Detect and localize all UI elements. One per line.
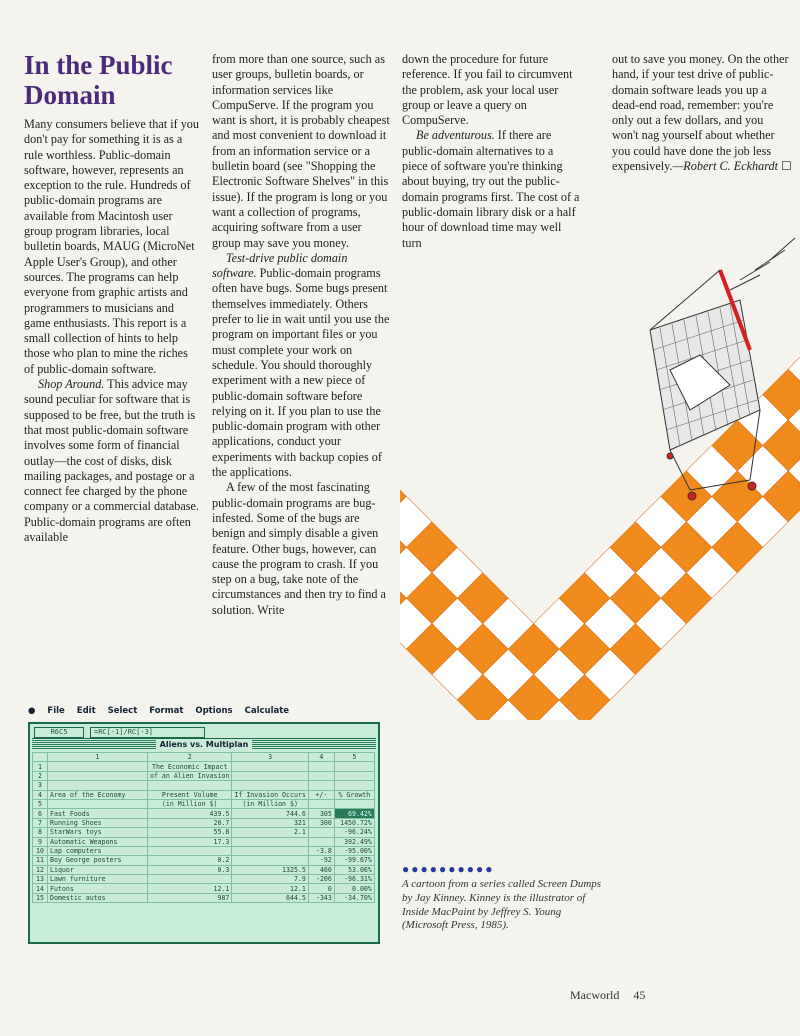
column-4 (612, 52, 792, 174)
apple-icon[interactable]: ● (28, 706, 36, 716)
menu-calculate[interactable]: Calculate (244, 706, 290, 716)
table-cell[interactable] (308, 837, 334, 846)
menu-select[interactable]: Select (107, 706, 138, 716)
menu-file[interactable]: File (47, 706, 65, 716)
multiplan-cartoon (28, 706, 386, 946)
table-row (33, 884, 375, 893)
table-cell[interactable]: StarWars toys (48, 828, 148, 837)
table-cell[interactable] (232, 837, 308, 846)
row-number[interactable]: 4 (33, 790, 48, 799)
column-header[interactable]: 5 (334, 753, 374, 762)
column-header[interactable]: 3 (232, 753, 308, 762)
table-cell[interactable]: 12.1 (232, 884, 308, 893)
table-cell[interactable] (334, 781, 374, 790)
checkerboard-floor (400, 220, 800, 720)
table-cell[interactable]: Lap computers (48, 846, 148, 855)
table-cell[interactable]: -3.8 (308, 846, 334, 855)
table-cell[interactable]: 744.6 (232, 809, 308, 818)
table-cell[interactable]: 7.9 (232, 875, 308, 884)
table-cell[interactable]: 0.3 (148, 865, 232, 874)
row-number[interactable]: 1 (33, 762, 48, 771)
table-cell[interactable]: If Invasion Occurs (232, 790, 308, 799)
illustration-caption: A cartoon from a series called Screen Dumps by Jay Kinney. Kinney is the illustrator of Inside MacPaint by Jeffrey S. Young (Microsoft Press, 1985). (402, 878, 602, 932)
paragraph-text: If there are public-domain alternatives to a piece of software you're thinking about buying, try out the public-domain programs first. The cost of a public-domain library disk or a half hour of download time may well turn (402, 128, 580, 250)
paragraph-procedure: down the procedure for future reference. If you fail to circumvent the problem, ask your local user group or leave a query on CompuServe. (402, 52, 573, 128)
table-cell[interactable] (308, 771, 334, 780)
table-cell[interactable]: The Economic Impact (148, 762, 232, 771)
table-row (33, 865, 375, 874)
paragraph-text: out to save you money. On the other hand, if your test drive of public-domain software leads you up a dead-end road, remember: you're only out a few dollars, and you won't nag yourself about whether you could have done the job less expensively. (612, 52, 789, 174)
table-cell[interactable] (232, 771, 308, 780)
row-number[interactable]: 5 (33, 799, 48, 808)
table-cell[interactable] (334, 762, 374, 771)
table-cell[interactable] (308, 781, 334, 790)
row-number[interactable]: 10 (33, 846, 48, 855)
formula-field[interactable]: =RC[-1]/RC[-3] (90, 727, 205, 738)
column-1 (24, 117, 200, 545)
row-number[interactable]: 15 (33, 893, 48, 902)
menu-bar (28, 706, 386, 720)
table-row (33, 875, 375, 884)
table-cell[interactable] (232, 781, 308, 790)
table-cell[interactable] (232, 846, 308, 855)
row-number[interactable]: 6 (33, 809, 48, 818)
table-row (33, 809, 375, 818)
table-cell[interactable]: 0.00% (334, 884, 374, 893)
table-cell[interactable]: -96.24% (334, 828, 374, 837)
spreadsheet-window (28, 722, 380, 944)
table-row (33, 846, 375, 855)
corner-cell (33, 753, 48, 762)
row-number[interactable]: 12 (33, 865, 48, 874)
table-cell[interactable] (48, 771, 148, 780)
table-cell[interactable]: 69.42% (334, 809, 374, 818)
menu-edit[interactable]: Edit (76, 706, 96, 716)
table-row (33, 856, 375, 865)
table-cell[interactable]: Present Volume (148, 790, 232, 799)
column-header-row (33, 753, 375, 762)
table-row (33, 781, 375, 790)
table-row (33, 818, 375, 827)
table-cell[interactable] (148, 875, 232, 884)
end-mark: ☐ (777, 159, 792, 174)
menu-options[interactable]: Options (195, 706, 233, 716)
table-cell[interactable]: 2.1 (232, 828, 308, 837)
row-number[interactable]: 11 (33, 856, 48, 865)
table-cell[interactable]: Lawn furniture (48, 875, 148, 884)
page-number: 45 (633, 988, 646, 1002)
table-cell[interactable]: 300 (308, 818, 334, 827)
table-cell[interactable]: of an Alien Invasion (148, 771, 232, 780)
row-number[interactable]: 8 (33, 828, 48, 837)
paragraph-text: This advice may sound peculiar for software that is supposed to be free, but the truth is that most public-domain software involves some form of financial outlay—the cost of disks, disk mailing packages, and postage or a connect fee charged by the phone company or a commercial database. Public-domain programs are often available (24, 377, 199, 545)
table-cell[interactable]: 12.1 (148, 884, 232, 893)
table-cell[interactable]: 460 (308, 865, 334, 874)
table-cell[interactable] (232, 762, 308, 771)
row-number[interactable]: 13 (33, 875, 48, 884)
table-row (33, 893, 375, 902)
table-cell[interactable]: -92 (308, 856, 334, 865)
table-cell[interactable]: -34.70% (334, 893, 374, 902)
table-cell[interactable]: 20.7 (148, 818, 232, 827)
table-cell[interactable] (308, 762, 334, 771)
row-number[interactable]: 7 (33, 818, 48, 827)
table-cell[interactable]: -95.00% (334, 846, 374, 855)
table-cell[interactable]: 1450.72% (334, 818, 374, 827)
table-row (33, 762, 375, 771)
table-cell[interactable]: Fast Foods (48, 809, 148, 818)
table-cell[interactable]: Liquor (48, 865, 148, 874)
table-row (33, 771, 375, 780)
table-cell[interactable]: Automatic Weapons (48, 837, 148, 846)
formula-bar (32, 726, 376, 739)
cell-reference[interactable]: R6C5 (34, 727, 84, 738)
row-number[interactable]: 3 (33, 781, 48, 790)
table-cell[interactable] (48, 762, 148, 771)
column-header[interactable]: 4 (308, 753, 334, 762)
table-row (33, 828, 375, 837)
table-cell[interactable]: Running Shoes (48, 818, 148, 827)
subhead-test-drive: Test-drive public domain software. (212, 250, 348, 281)
spreadsheet-grid (32, 752, 375, 903)
table-cell[interactable]: (in Million $) (232, 799, 308, 808)
sparkle-marks (730, 238, 795, 290)
window-title: Aliens vs. Multiplan (156, 740, 253, 749)
table-cell[interactable]: % Growth (334, 790, 374, 799)
paragraph-conclusion (612, 52, 792, 174)
paragraph-bugs: A few of the most fascinating public-domain programs are bug-infested. Some of the bugs are benign and simply disable a given feature. Other bugs, however, can cause the program to crash. If you step on a bug, take note of the circumstances and then try to find a solution. Write (212, 480, 386, 617)
paragraph-text: Public-domain programs often have bugs. Some bugs present themselves immediately. Others prefer to lie in wait until you use the program on important files or you must complete your work on schedule. You should thoroughly experiment with a new piece of public-domain software before relying on it. If you plan to use the public-domain program with other applications, conduct your experiments with backup copies of the applications. (212, 266, 390, 480)
table-cell[interactable] (48, 781, 148, 790)
table-cell[interactable] (308, 799, 334, 808)
table-cell[interactable] (232, 856, 308, 865)
subhead-adventurous: Be adventurous. (416, 128, 495, 143)
paragraph-sources: from more than one source, such as user groups, bulletin boards, or information services like CompuServe. If the program you want is short, it is probably cheapest and most convenient to download it from an information service or a bulletin board (see "Shopping the Electronic Software Shelves" in this issue). If the program is long or you want a collection of programs, acquiring software from a user group may save you money. (212, 52, 390, 250)
menu-format[interactable]: Format (149, 706, 184, 716)
table-cell[interactable] (148, 781, 232, 790)
table-cell[interactable]: 55.8 (148, 828, 232, 837)
table-cell[interactable]: -343 (308, 893, 334, 902)
table-cell[interactable]: 17.3 (148, 837, 232, 846)
row-number[interactable]: 2 (33, 771, 48, 780)
row-number[interactable]: 14 (33, 884, 48, 893)
table-cell[interactable]: Futons (48, 884, 148, 893)
table-cell[interactable]: 0 (308, 884, 334, 893)
window-title-bar[interactable] (32, 740, 376, 750)
table-cell[interactable] (334, 771, 374, 780)
column-2 (212, 52, 390, 618)
table-cell[interactable]: 321 (232, 818, 308, 827)
subhead-shop-around: Shop Around. (38, 377, 105, 392)
table-cell[interactable] (308, 828, 334, 837)
table-cell[interactable]: 987 (148, 893, 232, 902)
paragraph-test-drive (212, 251, 390, 480)
table-cell[interactable]: Domestic autos (48, 893, 148, 902)
table-cell[interactable]: 53.06% (334, 865, 374, 874)
table-cell[interactable]: 392.49% (334, 837, 374, 846)
table-cell[interactable]: -96.31% (334, 875, 374, 884)
shopping-cart-illustration (400, 220, 800, 720)
table-cell[interactable]: -99.67% (334, 856, 374, 865)
table-cell[interactable]: (in Million $) (148, 799, 232, 808)
paragraph-shop-around (24, 377, 200, 545)
page-footer (570, 988, 645, 1003)
column-header[interactable]: 1 (48, 753, 148, 762)
table-cell[interactable] (334, 799, 374, 808)
caption-dots: ●●●●●●●●●● (402, 862, 495, 876)
table-cell[interactable]: 1325.5 (232, 865, 308, 874)
table-cell[interactable]: +/- (308, 790, 334, 799)
author-byline: —Robert C. Eckhardt (672, 159, 778, 174)
table-cell[interactable]: 305 (308, 809, 334, 818)
table-cell[interactable]: 0.2 (148, 856, 232, 865)
table-row (33, 799, 375, 808)
article-title: In the Public Domain (24, 50, 173, 110)
paragraph-intro: Many consumers believe that if you don't pay for something it is as a rule worthless. Public-domain software, however, represents an exception to the rule. Hundreds of public-domain programs are available from Macintosh user group program libraries, local bulletin boards, MAUG (MicroNet Apple User's Group), and other sources. The programs can help everyone from graphic artists and programmers to musicians and game enthusiasts. This report is a small collection of hints to help those who plan to mine the riches of public-domain software. (24, 117, 199, 376)
table-cell[interactable]: 439.5 (148, 809, 232, 818)
table-cell[interactable] (48, 799, 148, 808)
row-number[interactable]: 9 (33, 837, 48, 846)
table-cell[interactable]: -206 (308, 875, 334, 884)
table-cell[interactable]: Boy George posters (48, 856, 148, 865)
table-cell[interactable] (148, 846, 232, 855)
column-header[interactable]: 2 (148, 753, 232, 762)
table-cell[interactable]: 644.5 (232, 893, 308, 902)
magazine-name: Macworld (570, 988, 620, 1002)
table-row (33, 837, 375, 846)
table-cell[interactable]: Area of the Economy (48, 790, 148, 799)
table-row (33, 790, 375, 799)
